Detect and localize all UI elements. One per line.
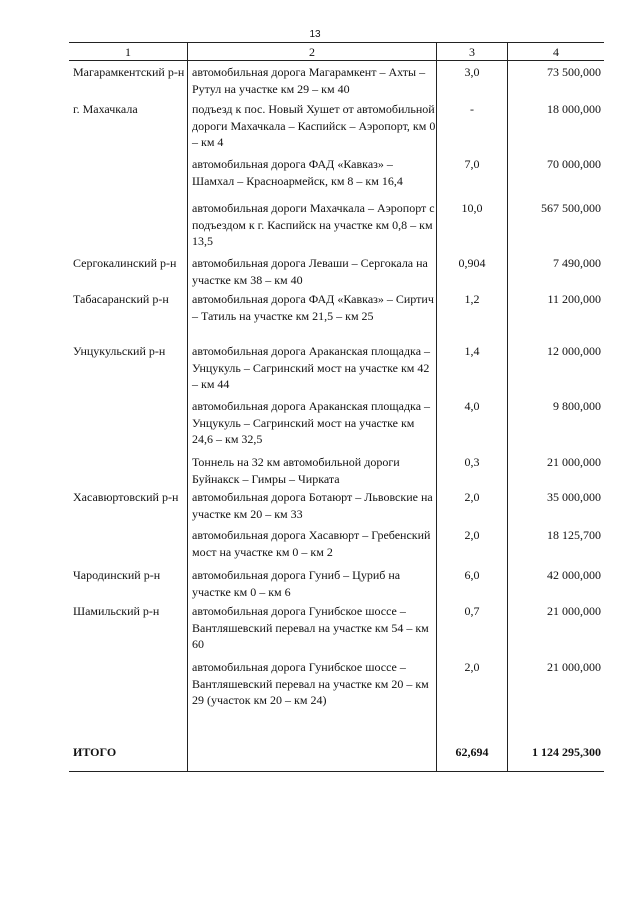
amount-cell: 21 000,000 [547,660,601,674]
column-header: 4 [553,45,559,59]
table-top-border [69,42,604,43]
amount-cell: 21 000,000 [547,455,601,469]
amount-cell: 11 200,000 [547,292,601,306]
road-cell: автомобильная дорога Араканская площадка – Унцукуль – Сагринский мост на участке км 42 – км 44 [192,344,431,391]
district-cell: Унцукульский р-н [73,344,166,358]
amount-cell: 42 000,000 [547,568,601,582]
length-cell: 6,0 [464,568,480,582]
road-cell: автомобильная дорога ФАД «Кавказ» – Шамхал – Красноармейск, км 8 – км 16,4 [192,157,403,188]
length-cell: 4,0 [464,399,480,413]
length-cell: 2,0 [464,528,480,542]
total-length: 62,694 [455,745,489,759]
amount-cell: 21 000,000 [547,604,601,618]
road-cell: автомобильная дорога Ботаюрт – Львовские на участке км 20 – км 33 [192,490,433,521]
amount-cell: 73 500,000 [547,65,601,79]
district-cell: Табасаранский р-н [73,292,169,306]
road-cell: автомобильная дорога Хасавюрт – Гребенский мост на участке км 0 – км 2 [192,528,431,559]
length-cell: 0,3 [464,455,480,469]
column-header: 1 [125,45,131,59]
table-bottom-border [69,771,604,772]
road-cell: Тоннель на 32 км автомобильной дороги Буйнакск – Гимры – Чирката [192,455,400,486]
length-cell: 2,0 [464,490,480,504]
district-cell: г. Махачкала [73,102,138,116]
length-cell: 1,4 [464,344,480,358]
length-cell: 10,0 [461,201,483,215]
amount-cell: 9 800,000 [553,399,601,413]
amount-cell: 18 125,700 [547,528,601,542]
amount-cell: 12 000,000 [547,344,601,358]
column-header: 3 [469,45,475,59]
column-header: 2 [309,45,315,59]
length-cell: 0,7 [464,604,480,618]
length-cell: 1,2 [464,292,480,306]
road-cell: автомобильная дорога Магарамкент – Ахты – Рутул на участке км 29 – км 40 [192,65,426,96]
road-cell: автомобильная дорога Леваши – Сергокала на участке км 38 – км 40 [192,256,428,287]
amount-cell: 567 500,000 [541,201,601,215]
district-cell: Хасавюртовский р-н [73,490,179,504]
road-cell: автомобильная дороги Махачкала – Аэропорт с подъездом к г. Каспийск на участке км 0,8 – км 13,5 [192,201,435,248]
table-header-border [69,60,604,61]
district-cell: Шамильский р-н [73,604,160,618]
road-cell: автомобильная дорога ФАД «Кавказ» – Сиртич – Татиль на участке км 21,5 – км 25 [192,292,434,323]
district-cell: Магарамкентский р-н [73,65,185,79]
total-label: ИТОГО [73,745,117,759]
total-amount: 1 124 295,300 [532,745,601,759]
road-cell: подъезд к пос. Новый Хушет от автомобильной дороги Махачкала – Каспийск – Аэропорт, км 0 – км 4 [192,102,436,149]
amount-cell: 18 000,000 [547,102,601,116]
road-cell: автомобильная дорога Гунибское шоссе – Вантляшевский перевал на участке км 20 – км 29 (участок км 20 – км 24) [192,660,429,707]
length-cell: 7,0 [464,157,480,171]
page-number: 13 [309,29,321,40]
length-cell: - [470,102,474,116]
length-cell: 3,0 [464,65,480,79]
amount-cell: 35 000,000 [547,490,601,504]
amount-cell: 70 000,000 [547,157,601,171]
road-cell: автомобильная дорога Гуниб – Цуриб на участке км 0 – км 6 [192,568,401,599]
district-cell: Сергокалинский р-н [73,256,177,270]
district-cell: Чародинский р-н [73,568,161,582]
length-cell: 2,0 [464,660,480,674]
amount-cell: 7 490,000 [553,256,601,270]
length-cell: 0,904 [458,256,486,270]
column-divider [187,42,188,771]
road-cell: автомобильная дорога Араканская площадка – Унцукуль – Сагринский мост на участке км 24,6 – км 32,5 [192,399,431,446]
road-cell: автомобильная дорога Гунибское шоссе – Вантляшевский перевал на участке км 54 – км 60 [192,604,429,651]
